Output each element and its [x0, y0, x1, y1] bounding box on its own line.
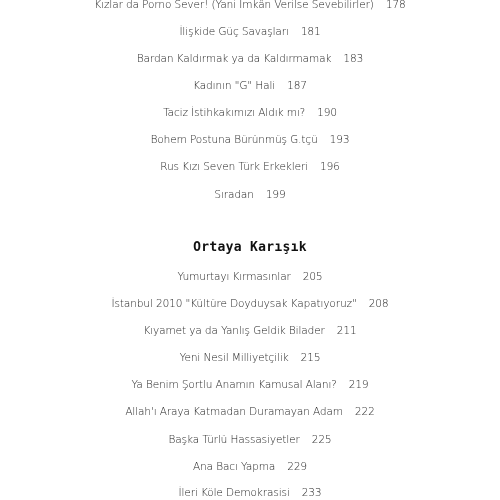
toc-entry: [0, 325, 500, 337]
toc-entry-page: 187: [287, 80, 307, 92]
toc-entry-title: Başka Türlü Hassasiyetler: [168, 434, 300, 446]
toc-entry-page: 199: [265, 189, 286, 201]
toc-entry-title: Yeni Nesil Milliyetçilik: [179, 352, 289, 364]
toc-entry-title: Sıradan: [214, 189, 254, 201]
toc-entry: [0, 379, 500, 391]
toc-entry-title: Bohem Postuna Bürünmüş G.tçü: [150, 134, 318, 146]
toc-entry-title: Kıyamet ya da Yanlış Geldik Bilader: [143, 325, 325, 337]
toc-entry-title: Ya Benim Şortlu Anamın Kamusal Alanı?: [131, 379, 337, 391]
toc-entry-page: 233: [301, 487, 322, 499]
toc-entry: [0, 352, 500, 364]
toc-entry: [0, 487, 500, 499]
toc-entry-title: İstanbul 2010 "Kültüre Doyduysak Kapatıyoruz": [111, 298, 357, 310]
toc-entry-title: İlişkide Güç Savaşları: [179, 26, 289, 38]
toc-entry-page: 229: [287, 461, 308, 473]
toc-entry: [0, 107, 500, 119]
toc-entry-page: 205: [302, 271, 323, 283]
toc-entry: [0, 80, 500, 92]
toc-entry: [0, 406, 500, 418]
toc-entry: [0, 434, 500, 446]
toc-entry-page: 193: [329, 134, 350, 146]
toc-entry: [0, 189, 500, 201]
toc-entry-title: Kızlar da Porno Sever! (Yani İmkân Verilse Sevebilirler): [94, 0, 374, 11]
toc-entry-page: 178: [385, 0, 406, 11]
toc-entry-page: 219: [348, 379, 369, 391]
toc-entry: [0, 271, 500, 283]
toc-entry-page: 222: [354, 406, 375, 418]
toc-entry-title: Yumurtayı Kırmasınlar: [177, 271, 291, 283]
toc-entry-page: 183: [343, 53, 364, 65]
toc-entry-title: Rus Kızı Seven Türk Erkekleri: [160, 161, 309, 173]
toc-entry: [0, 26, 500, 38]
toc-entry: [0, 0, 500, 11]
toc-entry-title: İleri Köle Demokrasisi: [178, 487, 290, 499]
toc-entry-page: 196: [320, 161, 340, 173]
section-heading: Ortaya Karışık: [193, 240, 307, 255]
toc-entry-title: Allah'ı Araya Katmadan Duramayan Adam: [125, 406, 343, 418]
toc-entry: [0, 161, 500, 173]
toc-entry-page: 181: [300, 26, 321, 38]
toc-entry: [0, 53, 500, 65]
toc-entry-page: 215: [300, 352, 321, 364]
toc-entry-title: Kadının "G" Hali: [193, 80, 276, 92]
toc-entry-title: Taciz İstihkakımızı Aldık mı?: [163, 107, 306, 119]
toc-entry: [0, 134, 500, 146]
toc-entry-page: 225: [311, 434, 332, 446]
toc-entry: [0, 461, 500, 473]
toc-entry-page: 208: [368, 298, 389, 310]
toc-entry: [0, 298, 500, 310]
toc-entry-page: 190: [317, 107, 337, 119]
toc-entry-title: Bardan Kaldırmak ya da Kaldırmamak: [136, 53, 332, 65]
toc-entry-title: Ana Bacı Yapma: [192, 461, 276, 473]
toc-entry-page: 211: [336, 325, 357, 337]
